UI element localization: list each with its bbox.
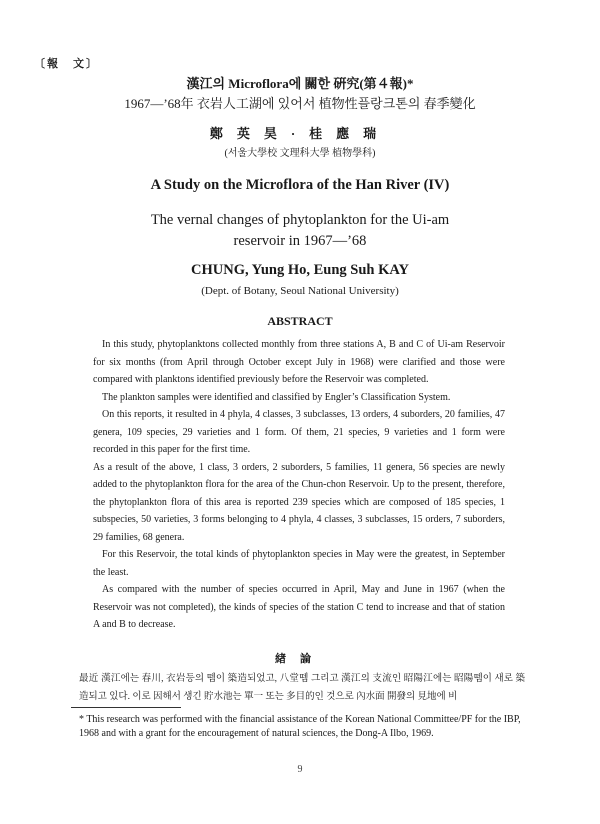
abstract-paragraph: For this Reservoir, the total kinds of phytoplankton species in May were the greatest, in September the least.	[93, 549, 505, 578]
english-authors: CHUNG, Yung Ho, Eung Suh KAY	[191, 262, 409, 278]
page-number: 9	[297, 764, 303, 775]
english-title: A Study on the Microflora of the Han River (IV)	[150, 177, 450, 193]
korean-title-line2: 1967—’68年 衣岩人工湖에 있어서 植物性플랑크톤의 春季變化	[124, 96, 476, 111]
footnote	[79, 713, 535, 741]
abstract-heading: ABSTRACT	[267, 314, 333, 328]
english-subtitle-line1: The vernal changes of phytoplankton for the Ui-am	[150, 212, 450, 228]
section-tag: 〔報 文〕	[34, 58, 99, 70]
introduction-heading: 緖論	[275, 653, 325, 665]
korean-title-line1: 漢江의 Microflora에 關한 硏究(第４報)*	[186, 76, 414, 91]
footnote-text: * This research was performed with the financial assistance of the Korean National Committee/PF for the IBP, 1968 and with a grant for the encouragement of natural sciences, the Dong-A Ilbo, 1969.	[79, 714, 521, 739]
abstract-paragraph: As compared with the number of species occurred in April, May and June in 1967 (when the Reservoir was not completed), the kinds of species of the station C tend to increase and that of station A and B to decrease.	[93, 584, 505, 630]
introduction-body	[79, 670, 525, 706]
abstract-paragraph: In this study, phytoplanktons collected monthly from three stations A, B and C of Ui-am Reservoir for six months (from April through October except July in 1968) were clarified and those were compared with planktons identified previously before the Reservoir was completed.	[93, 339, 505, 385]
abstract-paragraph: The plankton samples were identified and classified by Engler’s Classification System.	[102, 391, 451, 403]
abstract-paragraph: On this reports, it resulted in 4 phyla, 4 classes, 3 subclasses, 13 orders, 4 suborders, 20 families, 47 genera, 109 species, 29 varieties and 1 form. Of them, 21 species, 9 varieties and 1 form were recorded in this paper for the first time.	[93, 409, 505, 455]
english-subtitle-line2: reservoir in 1967—’68	[233, 233, 367, 249]
english-affiliation: (Dept. of Botany, Seoul National University)	[201, 285, 399, 297]
introduction-paragraph: 最近 漢江에는 春川, 衣岩등의 뗌이 築造되었고, 八堂뗌 그리고 漢江의 支流인 昭陽江에는 昭陽뗌이 새로 築造되고 있다. 이로 因해서 생긴 貯水池는 單一 또는 多目的인 것으로 內水面 開發의 見地에 비	[79, 674, 525, 702]
footnote-divider	[71, 707, 181, 708]
abstract-paragraph: As a result of the above, 1 class, 3 orders, 2 suborders, 5 families, 11 genera, 56 species are newly added to the phytoplankton flora for the area of the Chun-chon Reservoir. Up to the present, therefore, the phytoplankton flora of this area is reported 239 species which are composed of 185 species, 1 subspecies, 50 varieties, 3 forms belonging to 4 phyla, 4 classes, 3 subclasses, 15 orders, 7 suborders, 29 families, 68 genera.	[93, 461, 505, 543]
abstract-body	[93, 336, 505, 634]
korean-authors: 鄭英昊·桂應瑞	[209, 126, 391, 141]
korean-affiliation: (서울大學校 文理科大學 植物學科)	[224, 148, 376, 159]
